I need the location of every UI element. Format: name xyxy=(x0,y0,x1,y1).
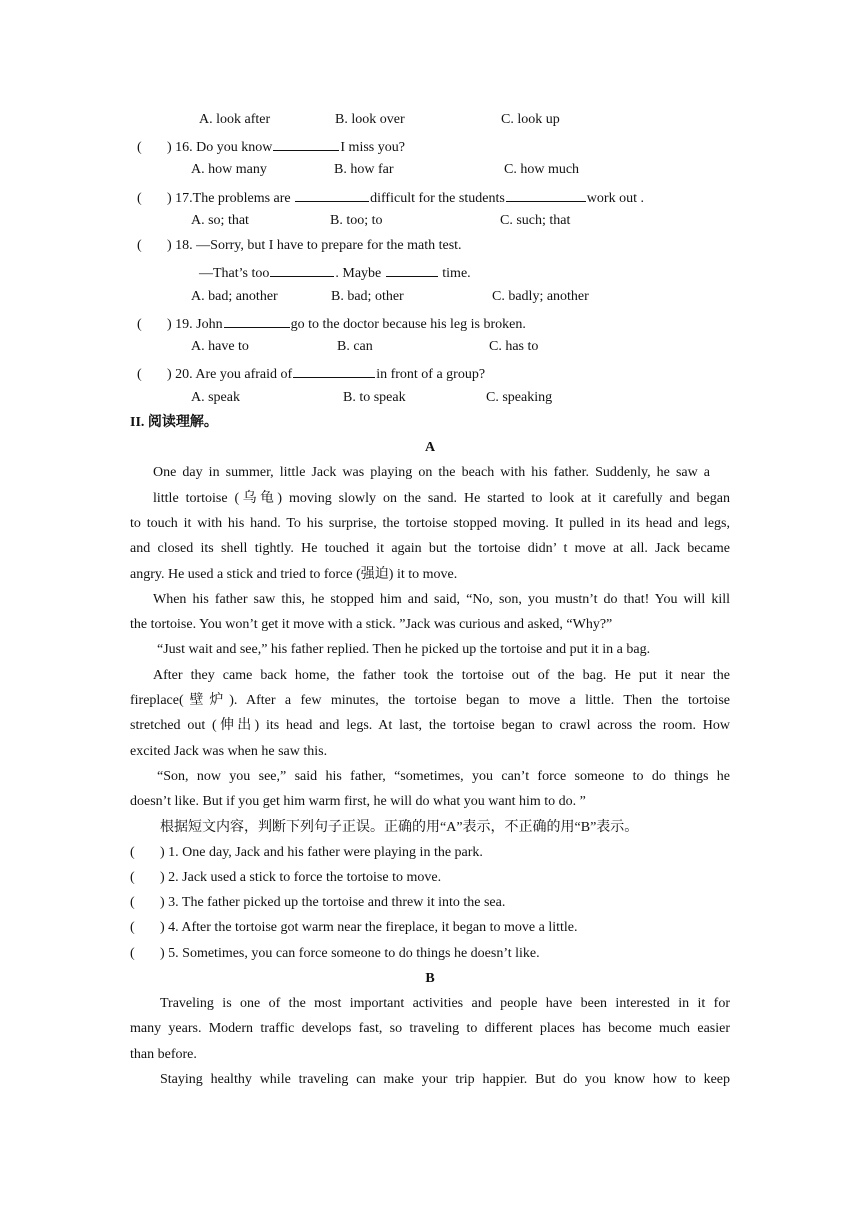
tf-question-5: ( ) 5. Sometimes, you can force someone to do things he doesn’t like. xyxy=(130,946,540,961)
q17-option-b: B. too; to xyxy=(330,213,383,228)
q16-option-c: C. how much xyxy=(504,162,580,177)
q18-blank-1[interactable] xyxy=(270,262,334,277)
passage-a-line: excited Jack was when he saw this. xyxy=(130,744,328,759)
passage-b-line: many years. Modern traffic develops fast, so traveling to different places has become much easier xyxy=(130,1021,730,1036)
passage-b-line: Staying healthy while traveling can make your trip happier. But do you know how to keep xyxy=(160,1072,730,1087)
passage-a-line: doesn’t like. But if you get him warm first, he will do what you want him to do. ” xyxy=(130,794,586,809)
tf-question-2: ( ) 2. Jack used a stick to force the tortoise to move. xyxy=(130,870,442,885)
q18-option-a: A. bad; another xyxy=(191,289,278,304)
passage-a-line: After they came back home, the father took the tortoise out of the bag. He put it near the xyxy=(153,668,730,683)
passage-a-line: angry. He used a stick and tried to force (强迫) it to move. xyxy=(130,567,458,582)
q16-stem: ( ) 16. Do you know I miss you? xyxy=(137,136,405,157)
q18-reply: —That’s too . Maybe time. xyxy=(199,262,471,283)
q17-blank-1[interactable] xyxy=(295,187,369,202)
q15-option-a: A. look after xyxy=(199,112,271,127)
q15-option-c: C. look up xyxy=(501,112,560,127)
passage-a-line: When his father saw this, he stopped him and said, “No, son, you mustn’t do that! You will kill xyxy=(153,592,730,607)
q19-option-b: B. can xyxy=(337,339,373,354)
passage-a-line: and closed its shell tightly. He touched it again but the tortoise didn’ t move at all. Jack became xyxy=(130,541,730,556)
true-false-instruction: 根据短文内容，判断下列句子正误。正确的用“A”表示，不正确的用“B”表示。 xyxy=(160,820,639,835)
passage-a-line: One day in summer, little Jack was playing on the beach with his father. Suddenly, he saw a xyxy=(153,465,710,480)
q16-paren: ( xyxy=(137,140,142,155)
tf-question-3: ( ) 3. The father picked up the tortoise and threw it into the sea. xyxy=(130,895,506,910)
q15-option-b: B. look over xyxy=(335,112,405,127)
q17-stem: ( ) 17.The problems are difficult for the students work out . xyxy=(137,187,644,208)
tf-question-4: ( ) 4. After the tortoise got warm near the fireplace, it began to move a little. xyxy=(130,920,578,935)
q19-blank[interactable] xyxy=(224,313,290,328)
passage-a-line: to touch it with his hand. To his surprise, the tortoise stopped moving. It pulled in its head and legs, xyxy=(130,516,730,531)
passage-a-line: “Son, now you see,” said his father, “sometimes, you can’t force someone to do things he xyxy=(157,769,730,784)
passage-a-line: “Just wait and see,” his father replied. Then he picked up the tortoise and put it in a bag. xyxy=(157,642,651,657)
tf-question-1: ( ) 1. One day, Jack and his father were playing in the park. xyxy=(130,845,483,860)
q20-option-c: C. speaking xyxy=(486,390,553,405)
q16-option-a: A. how many xyxy=(191,162,267,177)
q19-stem: ( ) 19. John go to the doctor because his leg is broken. xyxy=(137,313,526,334)
q16-blank[interactable] xyxy=(273,136,339,151)
q16-option-b: B. how far xyxy=(334,162,394,177)
passage-a-title: A xyxy=(424,440,436,455)
q20-option-b: B. to speak xyxy=(343,390,406,405)
q17-blank-2[interactable] xyxy=(506,187,586,202)
passage-b-line: Traveling is one of the most important activities and people have been interested in it for xyxy=(160,996,730,1011)
q18-option-c: C. badly; another xyxy=(492,289,589,304)
section-reading-heading: II. 阅读理解。 xyxy=(130,415,218,430)
q19-option-a: A. have to xyxy=(191,339,249,354)
q18-option-b: B. bad; other xyxy=(331,289,404,304)
passage-b-title: B xyxy=(425,971,435,986)
q20-blank[interactable] xyxy=(293,363,375,378)
passage-b-line: than before. xyxy=(130,1047,197,1062)
q18-blank-2[interactable] xyxy=(386,262,438,277)
q19-option-c: C. has to xyxy=(489,339,539,354)
q20-option-a: A. speak xyxy=(191,390,240,405)
q20-stem: ( ) 20. Are you afraid of in front of a group? xyxy=(137,363,485,384)
q18-stem: ( ) 18. —Sorry, but I have to prepare for the math test. xyxy=(137,238,462,253)
passage-a-line: fireplace(壁炉). After a few minutes, the tortoise began to move a little. Then the tortoise xyxy=(130,693,730,708)
passage-a-line: little tortoise (乌龟) moving slowly on the sand. He started to look at it carefully and began xyxy=(153,491,730,506)
passage-a-line: stretched out (伸出) its head and legs. At last, the tortoise began to crawl across the room. How xyxy=(130,718,730,733)
passage-a-line: the tortoise. You won’t get it move with a stick. ”Jack was curious and asked, “Why?” xyxy=(130,617,613,632)
q17-option-c: C. such; that xyxy=(500,213,571,228)
q17-option-a: A. so; that xyxy=(191,213,249,228)
